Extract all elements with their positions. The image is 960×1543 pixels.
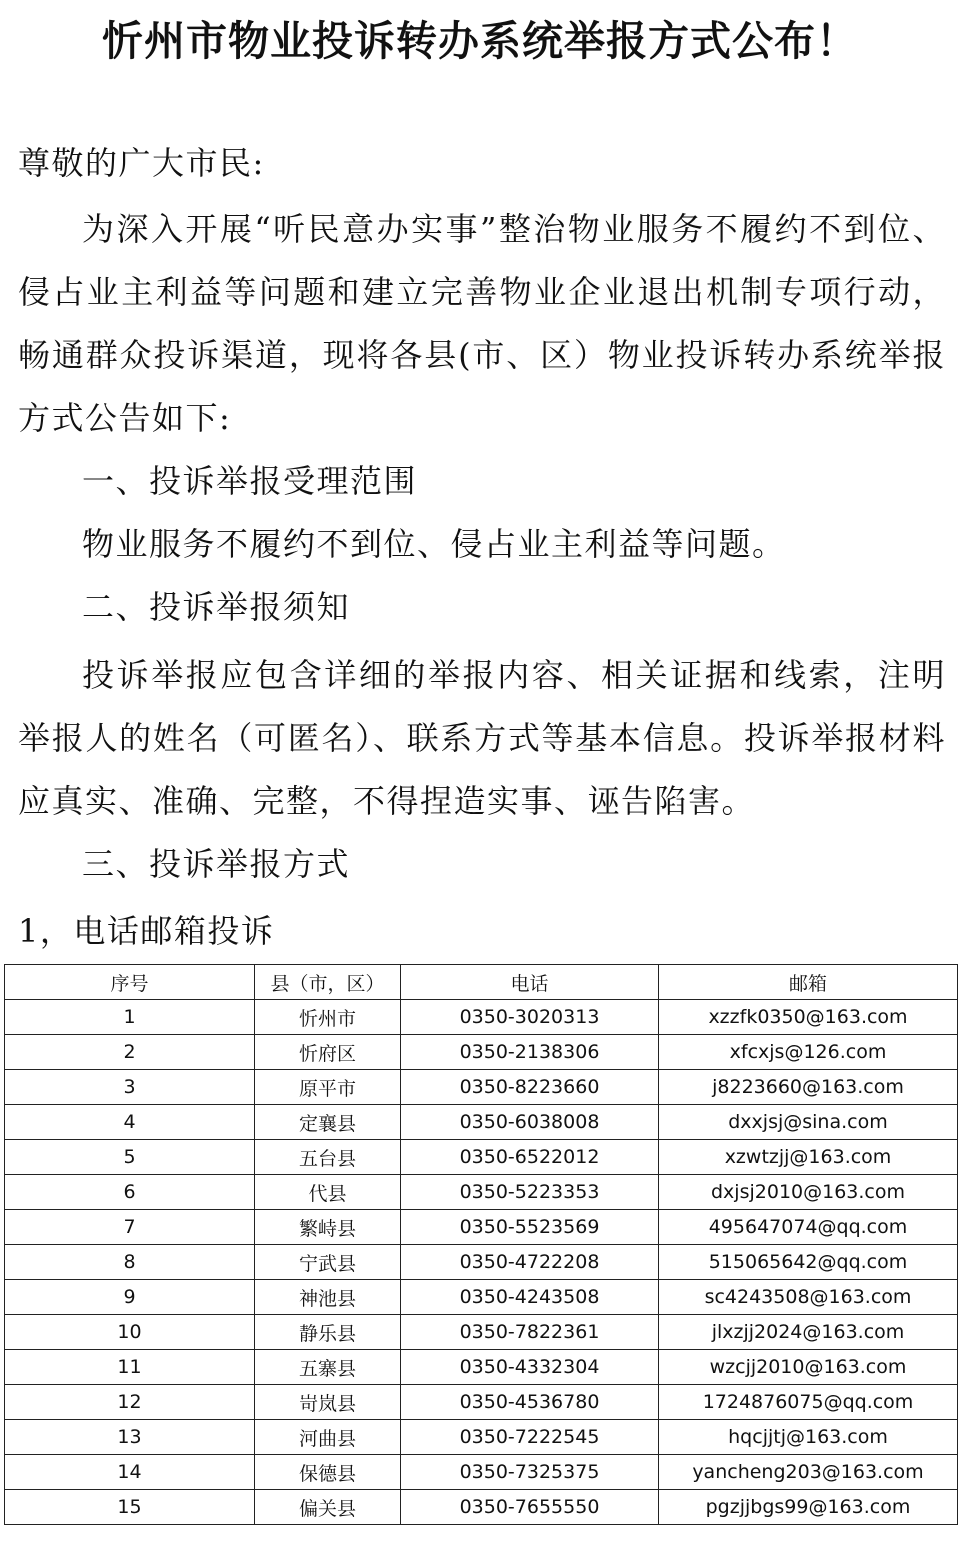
contact-table	[4, 964, 958, 1525]
cell-phone: 0350-7822361	[401, 1315, 659, 1350]
cell-phone: 0350-4536780	[401, 1385, 659, 1420]
cell-email: xfcxjs@126.com	[659, 1035, 958, 1070]
cell-county: 河曲县	[255, 1420, 401, 1455]
table-row	[5, 1000, 958, 1035]
cell-email: j8223660@163.com	[659, 1070, 958, 1105]
cell-phone: 0350-7222545	[401, 1420, 659, 1455]
intro-block	[18, 198, 946, 639]
cell-index: 4	[5, 1105, 255, 1140]
subsection-phone-email: 1，电话邮箱投诉	[18, 912, 275, 950]
cell-county: 忻府区	[255, 1035, 401, 1070]
cell-email: 515065642@qq.com	[659, 1245, 958, 1280]
cell-phone: 0350-7325375	[401, 1455, 659, 1490]
section2-content: 投诉举报应包含详细的举报内容、相关证据和线索，注明举报人的姓名（可匿名）、联系方式等基本信息。投诉举报材料应真实、准确、完整，不得捏造实事、诬告陷害。	[18, 656, 946, 820]
cell-phone: 0350-4722208	[401, 1245, 659, 1280]
cell-email: 1724876075@qq.com	[659, 1385, 958, 1420]
cell-email: 495647074@qq.com	[659, 1210, 958, 1245]
cell-phone: 0350-7655550	[401, 1490, 659, 1525]
cell-phone: 0350-6522012	[401, 1140, 659, 1175]
cell-email: pgzjjbgs99@163.com	[659, 1490, 958, 1525]
cell-index: 7	[5, 1210, 255, 1245]
table-row	[5, 1455, 958, 1490]
table-row	[5, 1490, 958, 1525]
cell-county: 原平市	[255, 1070, 401, 1105]
cell-phone: 0350-3020313	[401, 1000, 659, 1035]
header-phone: 电话	[401, 965, 659, 1000]
table-header-row	[5, 965, 958, 1000]
cell-index: 6	[5, 1175, 255, 1210]
cell-county: 定襄县	[255, 1105, 401, 1140]
table-row	[5, 1280, 958, 1315]
section1-content: 物业服务不履约不到位、侵占业主利益等问题。	[82, 525, 786, 563]
table-row	[5, 1385, 958, 1420]
cell-county: 五台县	[255, 1140, 401, 1175]
cell-email: wzcjj2010@163.com	[659, 1350, 958, 1385]
cell-county: 岢岚县	[255, 1385, 401, 1420]
cell-phone: 0350-5223353	[401, 1175, 659, 1210]
table-row	[5, 1245, 958, 1280]
section1-heading: 一、投诉举报受理范围	[82, 462, 418, 500]
section3-heading: 三、投诉举报方式	[82, 845, 351, 883]
cell-index: 14	[5, 1455, 255, 1490]
cell-index: 12	[5, 1385, 255, 1420]
table-row	[5, 1315, 958, 1350]
cell-phone: 0350-5523569	[401, 1210, 659, 1245]
cell-county: 宁武县	[255, 1245, 401, 1280]
cell-email: xzwtzjj@163.com	[659, 1140, 958, 1175]
header-index: 序号	[5, 965, 255, 1000]
cell-index: 8	[5, 1245, 255, 1280]
cell-email: dxxjsj@sina.com	[659, 1105, 958, 1140]
header-email: 邮箱	[659, 965, 958, 1000]
notice-block	[18, 644, 946, 896]
cell-county: 保德县	[255, 1455, 401, 1490]
cell-email: jlxzjj2024@163.com	[659, 1315, 958, 1350]
cell-email: dxjsj2010@163.com	[659, 1175, 958, 1210]
cell-index: 1	[5, 1000, 255, 1035]
cell-index: 15	[5, 1490, 255, 1525]
cell-email: yancheng203@163.com	[659, 1455, 958, 1490]
cell-index: 13	[5, 1420, 255, 1455]
cell-county: 忻州市	[255, 1000, 401, 1035]
intro-paragraph: 为深入开展“听民意办实事”整治物业服务不履约不到位、侵占业主利益等问题和建立完善物业企业退出机制专项行动，畅通群众投诉渠道，现将各县(市、区）物业投诉转办系统举报方式公告如下:	[18, 210, 946, 437]
table-body	[5, 1000, 958, 1525]
section2-heading: 二、投诉举报须知	[82, 588, 351, 626]
cell-phone: 0350-8223660	[401, 1070, 659, 1105]
table-row	[5, 1035, 958, 1070]
cell-index: 5	[5, 1140, 255, 1175]
cell-phone: 0350-6038008	[401, 1105, 659, 1140]
table-row	[5, 1175, 958, 1210]
cell-phone: 0350-4332304	[401, 1350, 659, 1385]
cell-index: 2	[5, 1035, 255, 1070]
table-row	[5, 1210, 958, 1245]
cell-index: 9	[5, 1280, 255, 1315]
cell-county: 偏关县	[255, 1490, 401, 1525]
table-row	[5, 1420, 958, 1455]
table-row	[5, 1140, 958, 1175]
document-title: 忻州市物业投诉转办系统举报方式公布！	[102, 17, 858, 65]
table-row	[5, 1350, 958, 1385]
cell-county: 繁峙县	[255, 1210, 401, 1245]
cell-county: 代县	[255, 1175, 401, 1210]
cell-county: 五寨县	[255, 1350, 401, 1385]
cell-email: sc4243508@163.com	[659, 1280, 958, 1315]
cell-phone: 0350-2138306	[401, 1035, 659, 1070]
cell-email: hqcjjtj@163.com	[659, 1420, 958, 1455]
cell-phone: 0350-4243508	[401, 1280, 659, 1315]
cell-county: 静乐县	[255, 1315, 401, 1350]
cell-index: 11	[5, 1350, 255, 1385]
cell-index: 3	[5, 1070, 255, 1105]
cell-email: xzzfk0350@163.com	[659, 1000, 958, 1035]
cell-county: 神池县	[255, 1280, 401, 1315]
table-row	[5, 1105, 958, 1140]
salutation: 尊敬的广大市民:	[18, 144, 265, 182]
cell-index: 10	[5, 1315, 255, 1350]
table-row	[5, 1070, 958, 1105]
header-county: 县（市，区）	[255, 965, 401, 1000]
